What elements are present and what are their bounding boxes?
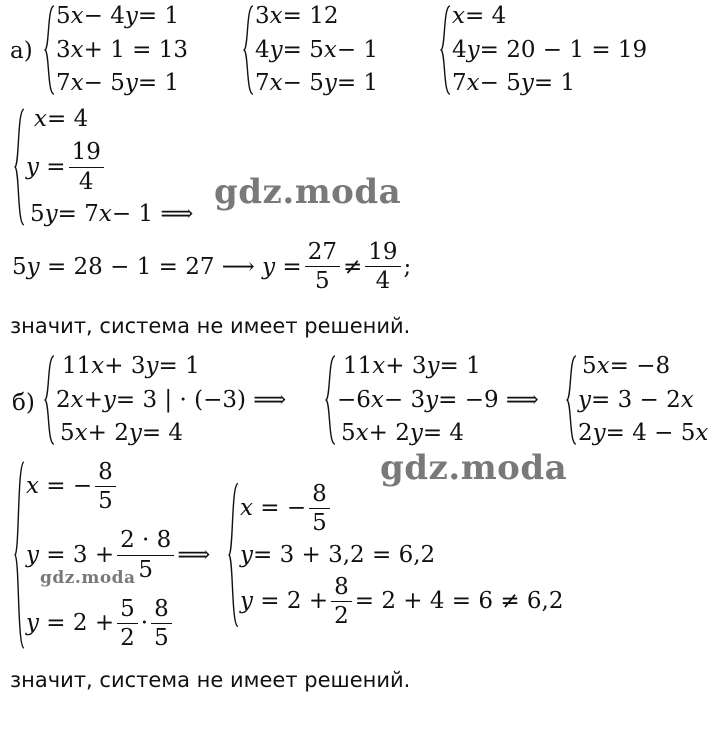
system-a-2 xyxy=(243,5,378,95)
fraction-numerator: 8 xyxy=(95,460,116,487)
multiply-dot: · xyxy=(140,609,149,636)
conclusion-a: значит, система не имеет решений. xyxy=(10,314,411,338)
fraction-denominator: 4 xyxy=(375,268,391,295)
system-b-1 xyxy=(44,355,286,445)
fraction-denominator: 5 xyxy=(154,624,169,651)
fraction-numerator: 19 xyxy=(365,240,400,267)
conclusion-b: значит, система не имеет решений. xyxy=(10,668,411,692)
equation: 5 x = −8 xyxy=(582,353,671,379)
fraction xyxy=(95,460,116,513)
equation: y = 3 + 3,2 = 6,2 xyxy=(240,541,436,568)
fraction xyxy=(69,140,104,193)
result-left: 5y = 28 − 1 = 27 ⟶ y = xyxy=(12,253,302,280)
watermark: gdz.moda xyxy=(40,568,136,588)
fraction-denominator: 2 xyxy=(120,624,135,651)
brace-icon xyxy=(14,460,25,650)
equation: 7 x − 5 y = 1 xyxy=(452,70,576,96)
equation: 7 x − 5 y = 1 xyxy=(56,70,180,96)
fraction-denominator: 5 xyxy=(138,556,154,583)
equation-left: x = − xyxy=(26,473,93,500)
result-line-a xyxy=(12,240,411,293)
equation-with-fraction xyxy=(26,460,210,513)
equation-left: x = − xyxy=(240,495,307,522)
system-b-4 xyxy=(14,460,210,650)
fraction-denominator: 5 xyxy=(98,488,113,515)
equation: y = 3 − 2 x xyxy=(578,386,694,413)
watermark: gdz.moda xyxy=(380,448,568,488)
brace-icon xyxy=(566,355,577,445)
equation-left: y = 2 + xyxy=(26,609,115,636)
equation-right: = 2 + 4 = 6 ≠ 6,2 xyxy=(354,587,564,614)
equation-with-fraction xyxy=(240,482,564,535)
equation: 3 x = 12 xyxy=(255,3,339,29)
equation-with-fraction xyxy=(26,597,210,650)
system-b-5 xyxy=(228,482,564,628)
equation: x = 4 xyxy=(452,3,507,29)
part-b-label: б) xyxy=(12,390,35,416)
brace-icon xyxy=(44,5,55,95)
equation: 3 x + 1 = 13 xyxy=(56,36,189,63)
equation: 5 x + 2 y = 4 xyxy=(341,420,465,446)
system-b-3 xyxy=(566,355,708,445)
equation-with-fraction xyxy=(240,575,564,628)
equation: 4 y = 20 − 1 = 19 xyxy=(452,36,648,63)
equation: −6 x − 3 y = −9 ⟹ xyxy=(337,386,539,413)
equation-left: y = 2 + xyxy=(240,587,329,614)
equation: 5 x − 4 y = 1 xyxy=(56,3,180,29)
fraction-numerator: 8 xyxy=(331,575,352,602)
equation: 11 x + 3 y = 1 xyxy=(343,353,481,379)
fraction-denominator: 5 xyxy=(315,268,330,295)
fraction-numerator: 5 xyxy=(117,597,138,624)
equation: 5 y = 7 x − 1 ⟹ xyxy=(30,201,194,227)
equation: 5 x + 2 y = 4 xyxy=(60,420,184,446)
system-b-2 xyxy=(325,355,539,445)
equation: 2 y = 4 − 5 x xyxy=(578,420,709,446)
fraction-denominator: 4 xyxy=(78,168,94,195)
fraction xyxy=(305,240,340,293)
fraction-numerator: 2 · 8 xyxy=(117,528,174,555)
brace-icon xyxy=(243,5,254,95)
equation: 4 y = 5 x − 1 xyxy=(255,36,379,63)
equation: 11 x + 3 y = 1 xyxy=(62,353,200,379)
brace-icon xyxy=(440,5,451,95)
equation-with-fraction xyxy=(26,140,193,193)
brace-icon xyxy=(325,355,336,445)
not-equal-sign: ≠ xyxy=(342,253,363,280)
fraction-denominator: 2 xyxy=(334,602,349,629)
system-a-1 xyxy=(44,5,188,95)
fraction xyxy=(117,597,138,650)
equation: 2 x + y = 3 | · (−3) ⟹ xyxy=(56,386,287,413)
fraction-denominator: 5 xyxy=(312,510,327,537)
fraction xyxy=(365,240,400,293)
system-a-3 xyxy=(440,5,647,95)
watermark: gdz.moda xyxy=(214,172,402,212)
equation-left: y = xyxy=(26,153,66,180)
fraction-numerator: 8 xyxy=(151,597,172,624)
brace-icon xyxy=(228,482,239,628)
fraction-numerator: 19 xyxy=(69,140,104,167)
equation: 7 x − 5 y = 1 xyxy=(255,70,379,96)
fraction-numerator: 27 xyxy=(305,240,340,267)
result-end: ; xyxy=(403,253,412,280)
fraction xyxy=(151,597,172,650)
brace-icon xyxy=(14,108,25,226)
implies-arrow: ⟹ xyxy=(177,541,211,568)
equation-left: y = 3 + xyxy=(26,541,115,568)
fraction xyxy=(309,482,330,535)
fraction xyxy=(331,575,352,628)
equation: x = 4 xyxy=(34,106,89,132)
fraction-numerator: 8 xyxy=(309,482,330,509)
brace-icon xyxy=(44,355,55,445)
part-a-label: а) xyxy=(10,38,33,64)
system-a-4 xyxy=(14,108,193,226)
